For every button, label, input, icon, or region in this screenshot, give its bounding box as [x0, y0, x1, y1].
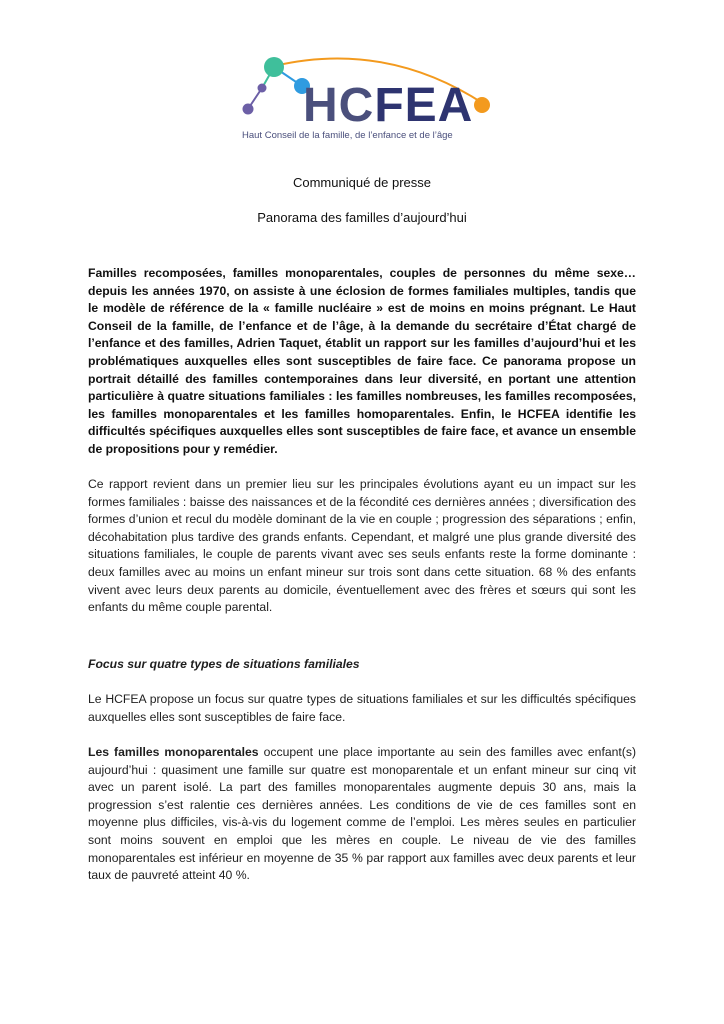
logo-subtitle: Haut Conseil de la famille, de l’enfance et de l’âge — [242, 130, 453, 141]
orange-dot — [474, 97, 490, 113]
document-title: Panorama des familles d’aujourd’hui — [257, 210, 467, 225]
logo-wordmark — [303, 79, 474, 132]
monoparental-families-text: occupent une place importante au sein des familles avec enfant(s) aujourd’hui : quasiment une famille sur quatre est monoparentale et un enfant mineur sur cinq vit avec un parent isolé. La part des familles monoparentales augmente depuis 30 ans, mais la progression s’est ralentie ces dernières années. Les conditions de vie de ces familles sont en moyenne plus difficiles, vis-à-vis du logement comme de l’emploi. Les mères seules en particulier sont moins souvent en emploi que les mères en couple. Le niveau de vie des familles monoparentales est inférieur en moyenne de 35 % par rapport aux familles avec deux parents et leur taux de pauvreté atteint 40 %. — [88, 745, 636, 883]
logo-wordmark-hc: HC — [303, 79, 375, 132]
purple-dot — [243, 104, 254, 115]
lead-paragraph: Familles recomposées, familles monoparentales, couples de personnes du même sexe… depuis les années 1970, on assiste à une éclosion de formes familiales multiples, tandis que le modèle de référence de la « famille nucléaire » est de moins en moins prégnant. Le Haut Conseil de la famille, de l’enfance et de l’âge, à la demande du secrétaire d’État chargé de l’enfance et des familles, Adrien Taquet, établit un rapport sur les familles d’aujourd’hui et les problématiques auxquelles elles sont susceptibles de faire face. Ce panorama propose un portrait détaillé des familles contemporaines dans leur diversité, en portant une attention particulière à quatre situations familiales : les familles nombreuses, les familles recomposées, les familles monoparentales et les familles homoparentales. Enfin, le HCFEA identifie les difficultés spécifiques auxquelles elles sont susceptibles de faire face, et avance un ensemble de propositions pour y remédier. — [88, 266, 636, 456]
logo-wordmark-fea: FEA — [374, 79, 474, 132]
body-paragraph-3 — [88, 744, 636, 885]
small-purple-dot — [258, 84, 267, 93]
green-dot — [264, 57, 284, 77]
section-title: Focus sur quatre types de situations familiales — [88, 657, 360, 671]
monoparental-families-label: Les familles monoparentales — [88, 745, 259, 759]
body-paragraph-1: Ce rapport revient dans un premier lieu sur les principales évolutions ayant eu un impact sur les formes familiales : baisse des naissances et de la fécondité ces dernières années ; diversification des formes d’union et recul du modèle dominant de la vie en couple ; progression des séparations ; enfin, décohabitation plus tardive des grands enfants. Cependant, et malgré une plus grande diversité des situations familiales, le couple de parents vivant avec ses seuls enfants reste la forme dominante : deux familles avec au moins un enfant mineur sur trois sont dans cette situation. 68 % des enfants vivent avec leurs deux parents au domicile, éventuellement avec des frères et sœurs qui sont les enfants du même couple parental. — [88, 477, 636, 615]
body-paragraph-2: Le HCFEA propose un focus sur quatre types de situations familiales et sur les difficultés spécifiques auxquelles elles sont susceptibles de faire face. — [88, 692, 636, 724]
document-type-heading: Communiqué de presse — [292, 175, 432, 190]
hcfea-logo — [236, 52, 496, 147]
